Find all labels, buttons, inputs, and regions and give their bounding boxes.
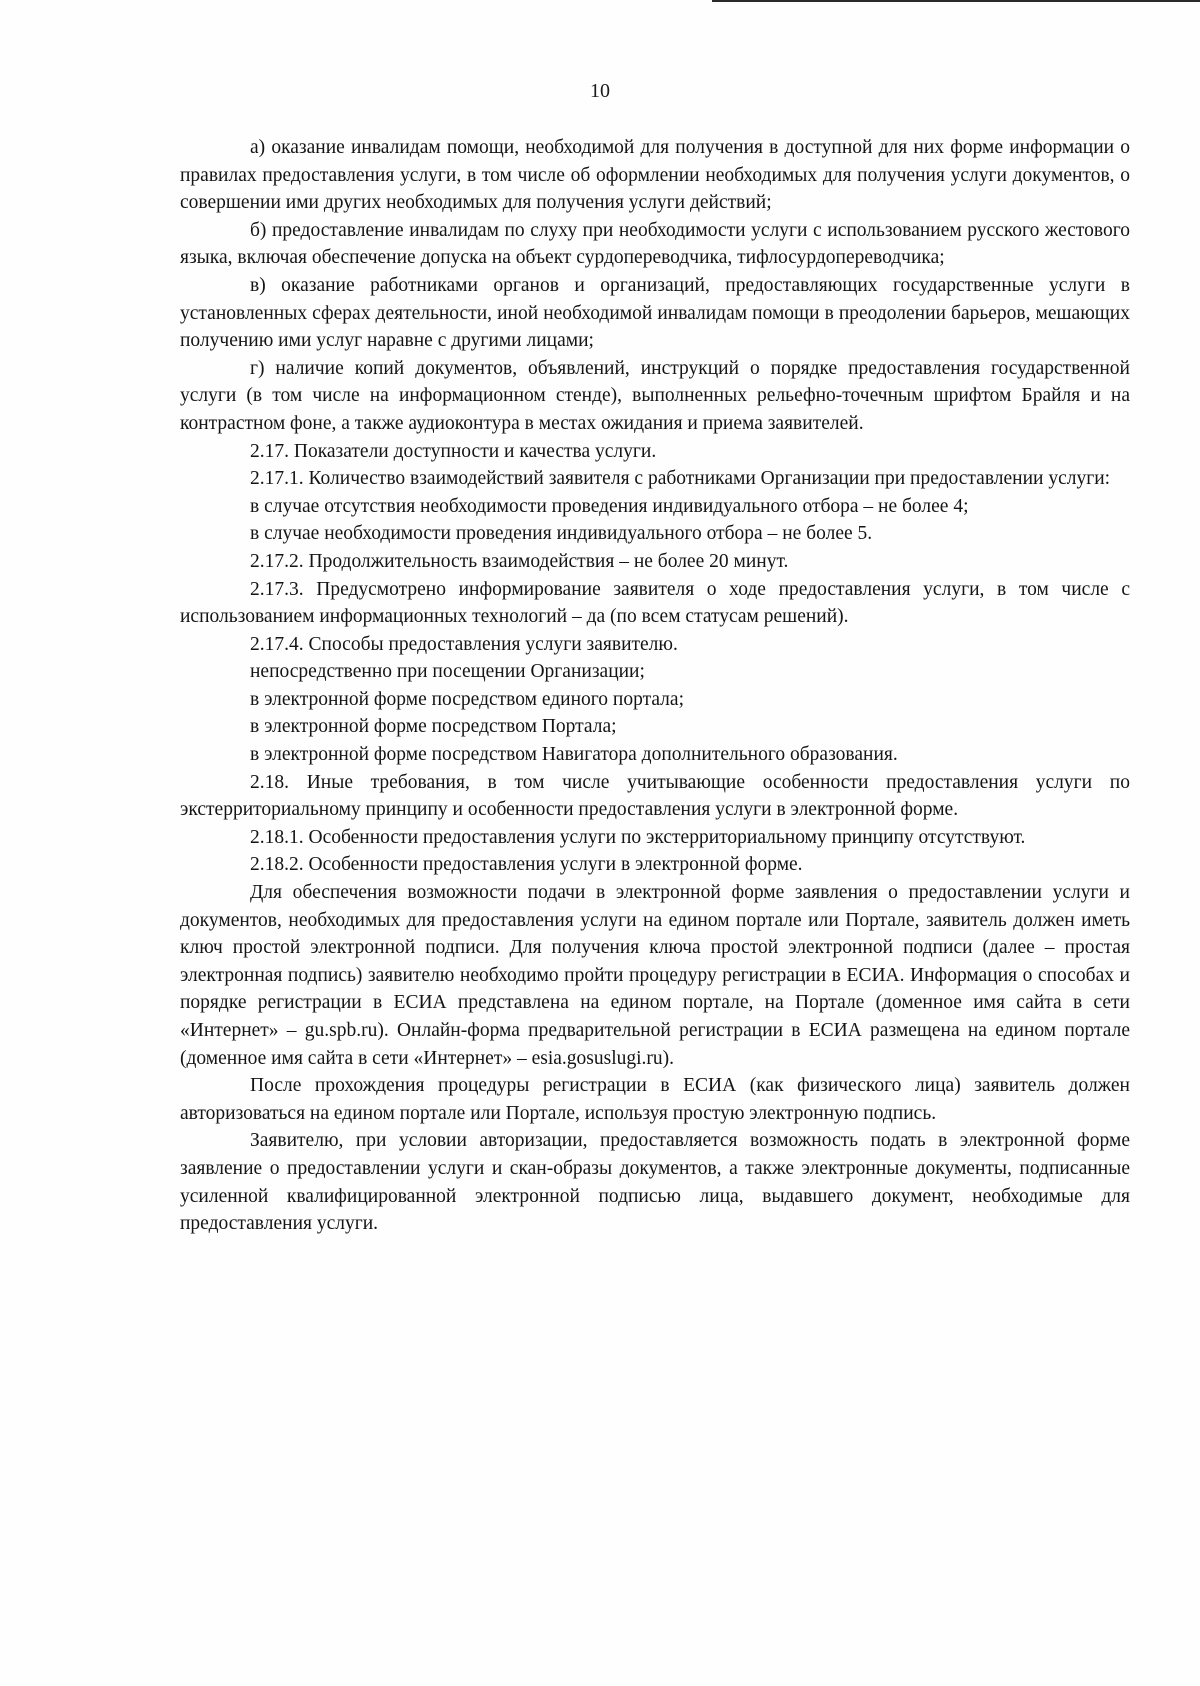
scan-edge-line — [712, 0, 1200, 2]
paragraph: в) оказание работниками органов и организаций, предоставляющих государственные услуги в установленных сферах деятельности, иной необходимой инвалидам помощи в преодолении барьеров, мешающих получению ими услуг наравне с другими лицами; — [180, 274, 1130, 352]
paragraph: 2.17.2. Продолжительность взаимодействия – не более 20 минут. — [250, 550, 789, 572]
paragraph: в случае необходимости проведения индивидуального отбора – не более 5. — [250, 523, 873, 545]
paragraph: в случае отсутствия необходимости проведения индивидуального отбора – не более 4; — [250, 495, 969, 517]
paragraph: Заявителю, при условии авторизации, предоставляется возможность подать в электронной форме заявление о предоставлении услуги и скан-образы документов, а также электронные документы, подписанные усиленной квалифицированной электронной подписью лица, выдавшего документ, необходимые для предоставления услуги. — [180, 1130, 1130, 1235]
list-item: в электронной форме посредством Портала; — [250, 716, 617, 738]
document-body — [180, 134, 1130, 1238]
paragraph: 2.18. Иные требования, в том числе учитывающие особенности предоставления услуги по экстерриториальному принципу и особенности предоставления услуги в электронной форме. — [180, 771, 1130, 821]
paragraph: а) оказание инвалидам помощи, необходимой для получения в доступной для них форме информации о правилах предоставления услуги, в том числе об оформлении необходимых для получения услуги документов, о совершении ими других необходимых для получения услуги действий; — [180, 137, 1130, 214]
section-heading: 2.17. Показатели доступности и качества услуги. — [250, 440, 657, 462]
paragraph: 2.18.1. Особенности предоставления услуги по экстерриториальному принципу отсутствуют. — [250, 826, 1026, 848]
page-number: 10 — [590, 80, 610, 102]
paragraph: После прохождения процедуры регистрации в ЕСИА (как физического лица) заявитель должен авторизоваться на едином портале или Портале, используя простую электронную подпись. — [180, 1075, 1130, 1124]
paragraph: 2.17.1. Количество взаимодействий заявителя с работниками Организации при предоставлении услуги: — [250, 468, 1111, 490]
paragraph: 2.18.2. Особенности предоставления услуги в электронной форме. — [250, 854, 803, 876]
paragraph: б) предоставление инвалидам по слуху при необходимости услуги с использованием русского жестового языка, включая обеспечение допуска на объект сурдопереводчика, тифлосурдопереводчика; — [180, 219, 1130, 269]
paragraph: 2.17.4. Способы предоставления услуги заявителю. — [250, 633, 678, 655]
paragraph: 2.17.3. Предусмотрено информирование заявителя о ходе предоставления услуги, в том числе с использованием информационных технологий – да (по всем статусам решений). — [180, 578, 1130, 628]
list-item: в электронной форме посредством Навигатора дополнительного образования. — [250, 744, 898, 766]
paragraph: г) наличие копий документов, объявлений, инструкций о порядке предоставления государственной услуги (в том числе на информационном стенде), выполненных рельефно-точечным шрифтом Брайля и на контрастном фоне, а также аудиоконтура в местах ожидания и приема заявителей. — [180, 357, 1130, 434]
paragraph: Для обеспечения возможности подачи в электронной форме заявления о предоставлении услуги и документов, необходимых для предоставления услуги на едином портале или Портале, заявитель должен иметь ключ простой электронной подписи. Для получения ключа простой электронной подписи (далее – простая электронная подпись) заявителю необходимо пройти процедуру регистрации в ЕСИА. Информация о способах и порядке регистрации в ЕСИА представлена на едином портале, на Портале (доменное имя сайта в сети «Интернет» – gu.spb.ru). Онлайн-форма предварительной регистрации в ЕСИА размещена на едином портале (доменное имя сайта в сети «Интернет» – esia.gosuslugi.ru). — [180, 882, 1130, 1069]
list-item: непосредственно при посещении Организации; — [250, 661, 645, 683]
list-item: в электронной форме посредством единого портала; — [250, 688, 684, 710]
